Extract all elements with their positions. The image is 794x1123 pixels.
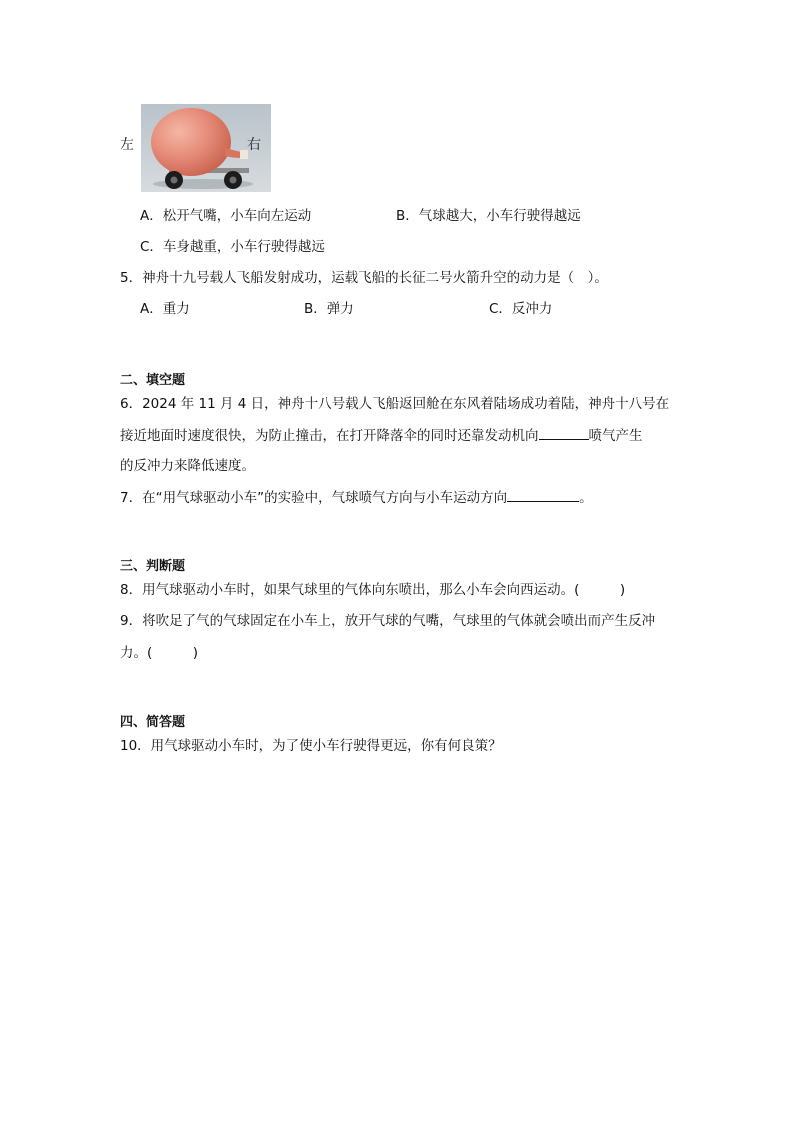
q5-option-c: C．反冲力 [489, 301, 553, 317]
left-direction-label: 左 [120, 137, 134, 153]
q6-line-3: 的反冲力来降低速度。 [120, 458, 255, 474]
q9-line-2: 力。( ) [120, 645, 199, 661]
q5-option-a: A．重力 [140, 301, 190, 317]
q6-line-2 [120, 425, 643, 446]
q6-answer-blank[interactable] [539, 425, 589, 440]
q8-statement: 8．用气球驱动小车时，如果气球里的气体向东喷出，那么小车会向西运动。( ) [120, 582, 626, 598]
q4-option-b: B．气球越大，小车行驶得越远 [396, 208, 581, 224]
q10-question: 10．用气球驱动小车时，为了使小车行驶得更远，你有何良策？ [120, 738, 502, 754]
q9-line-1: 9．将吹足了气的气球固定在小车上，放开气球的气嘴，气球里的气体就会喷出而产生反冲 [120, 613, 656, 629]
q7-text-start: 7．在“用气球驱动小车”的实验中，气球喷气方向与小车运动方向 [120, 490, 508, 506]
balloon [151, 108, 231, 176]
section-3-title: 三、判断题 [120, 559, 186, 574]
q7-line [120, 487, 593, 508]
section-4-title: 四、简答题 [120, 715, 186, 730]
q7-text-end: 。 [579, 490, 593, 506]
q6-line-2-end: 喷气产生 [588, 428, 643, 444]
q4-option-a: A．松开气嘴，小车向左运动 [140, 208, 312, 224]
q7-answer-blank[interactable] [507, 487, 579, 502]
q4-option-c: C．车身越重，小车行驶得越远 [140, 239, 325, 255]
right-direction-label: 右 [247, 137, 261, 153]
q5-stem: 5．神舟十九号载人飞船发射成功，运载飞船的长征二号火箭升空的动力是（ ）。 [120, 270, 608, 286]
q6-line-1: 6．2024 年 11 月 4 日，神舟十八号载人飞船返回舱在东风着陆场成功着陆，神舟十八号在 [120, 396, 670, 412]
q5-option-b: B．弹力 [304, 301, 354, 317]
q6-line-2-start: 接近地面时速度很快，为防止撞击，在打开降落伞的同时还靠发动机向 [120, 428, 539, 444]
section-2-title: 二、填空题 [120, 373, 186, 388]
